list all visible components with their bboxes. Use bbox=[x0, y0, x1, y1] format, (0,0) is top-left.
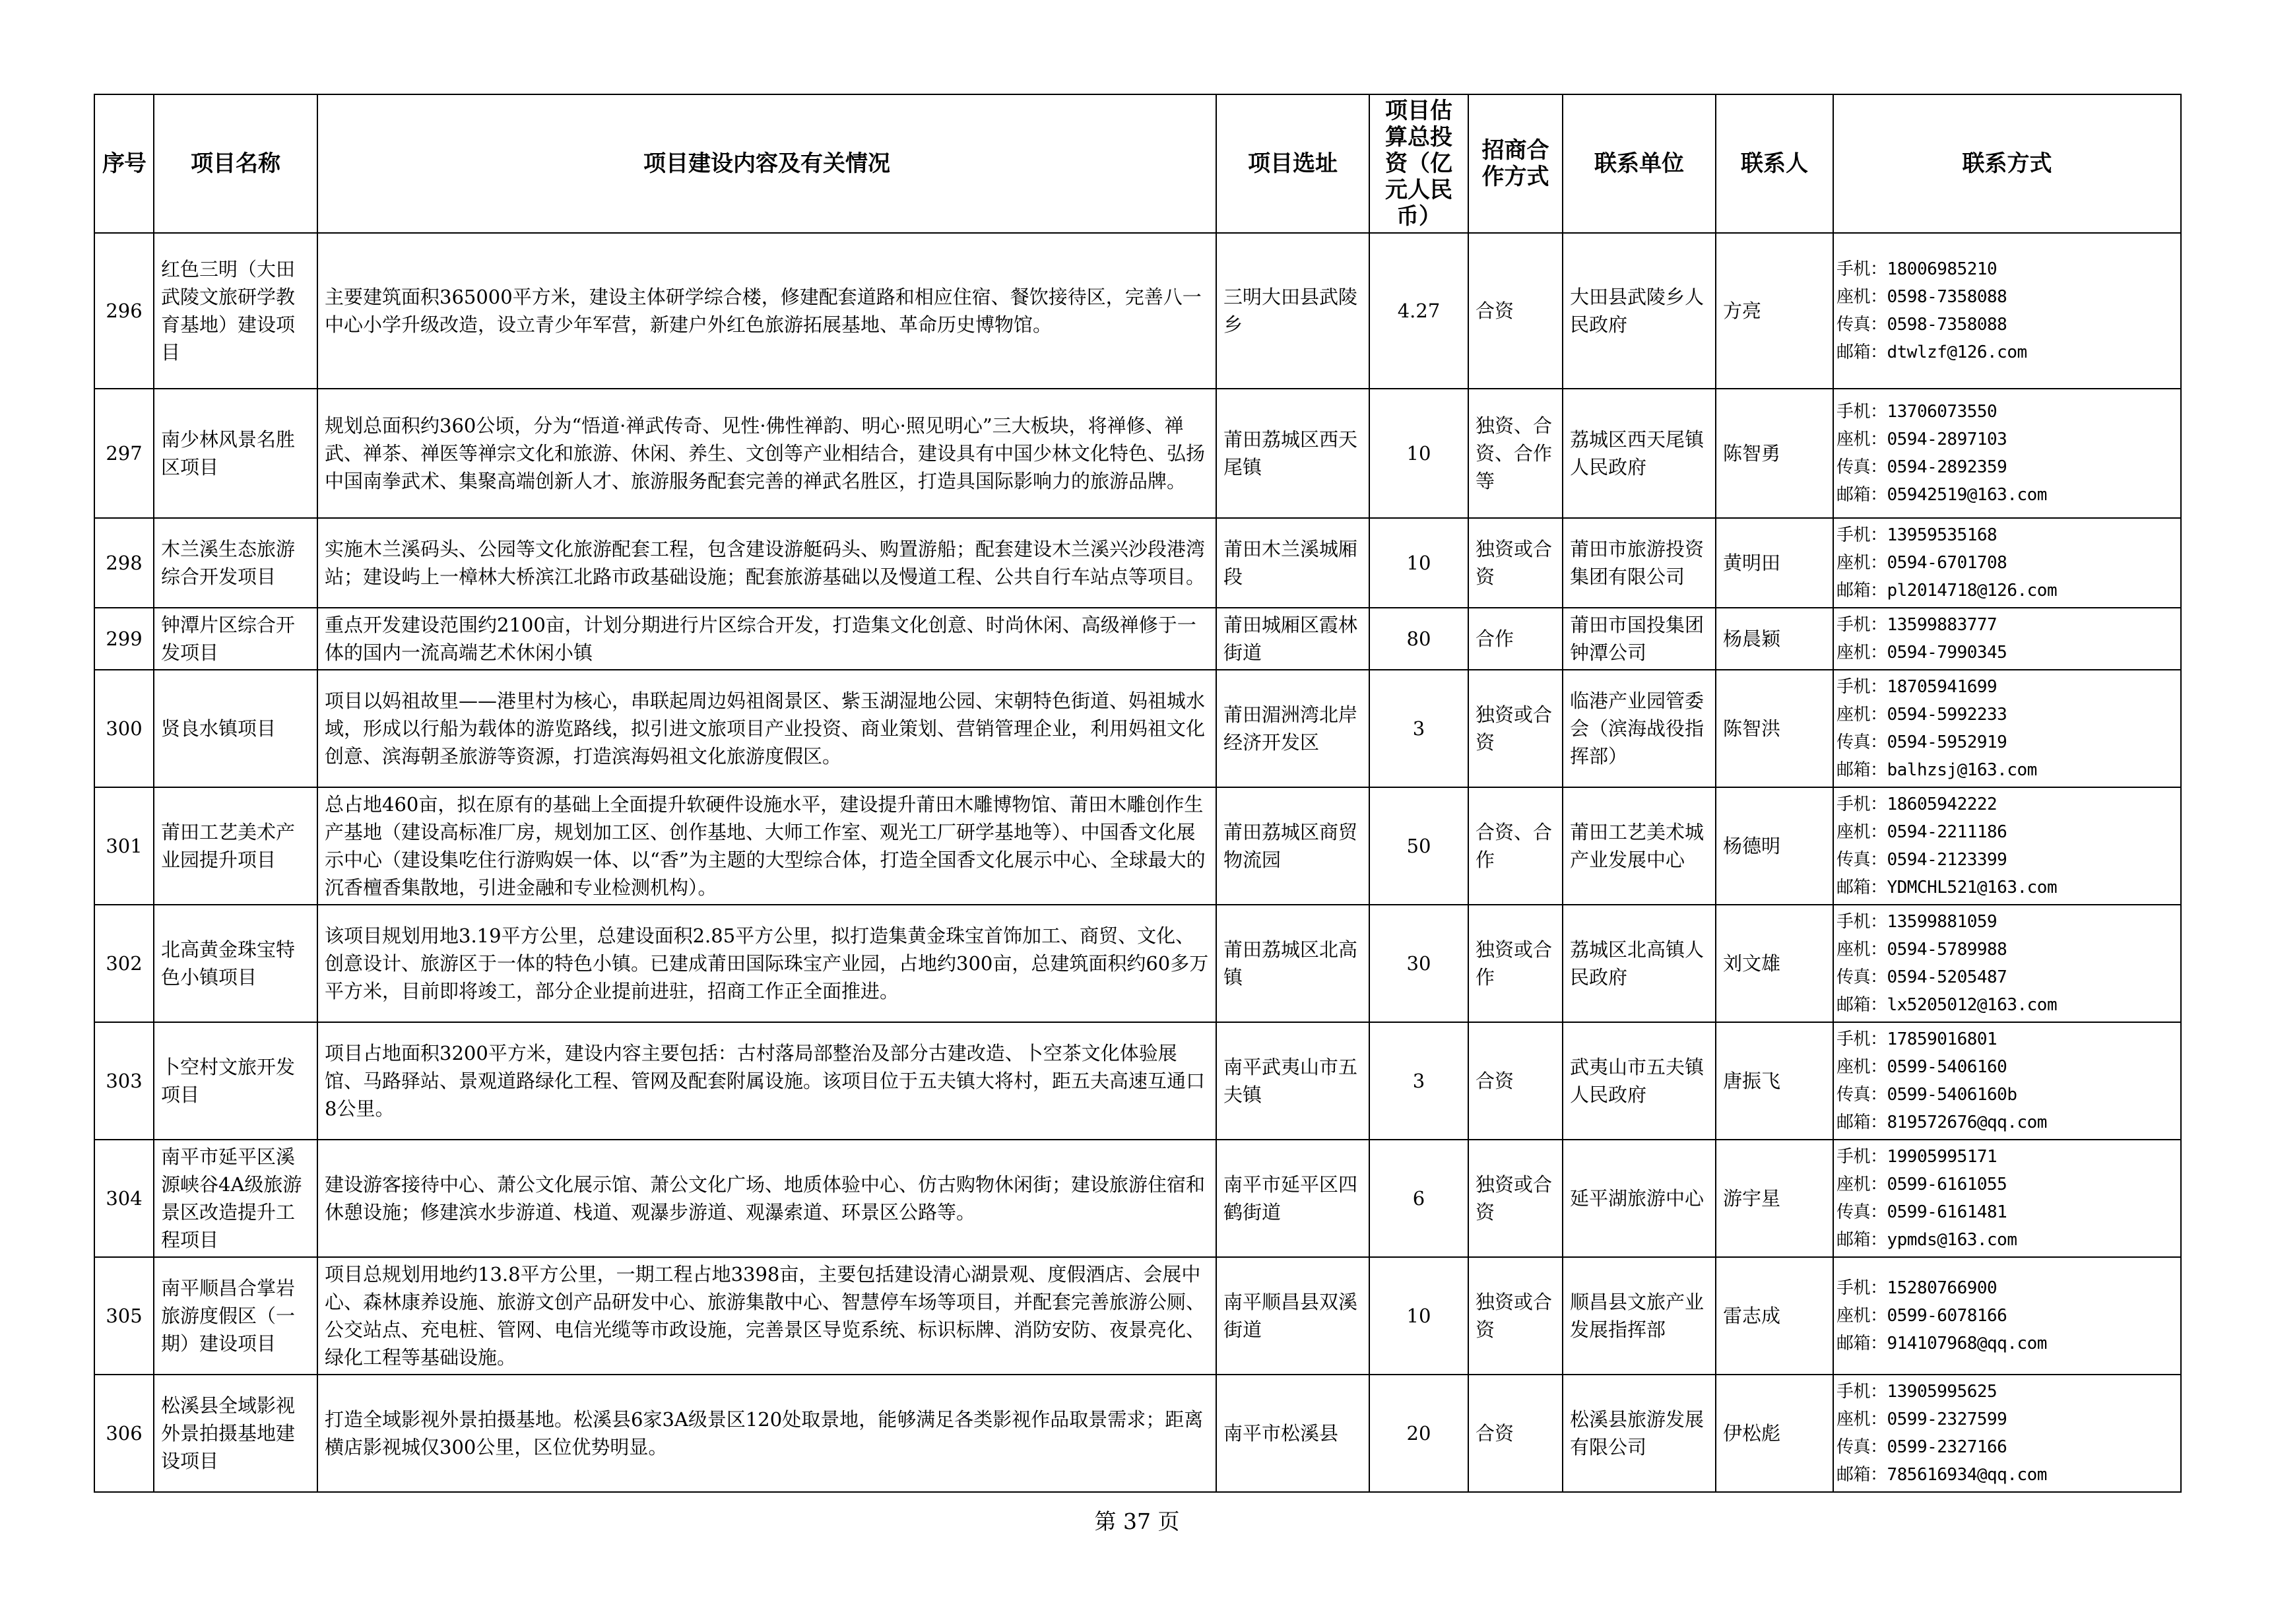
cell-seq: 298 bbox=[94, 518, 154, 608]
cell-project-name: 莆田工艺美术产业园提升项目 bbox=[154, 787, 317, 905]
cell-location: 莆田荔城区北高镇 bbox=[1216, 905, 1369, 1022]
cell-location: 莆田城厢区霞林街道 bbox=[1216, 608, 1369, 670]
cell-contact-person: 黄明田 bbox=[1716, 518, 1833, 608]
cell-project-content: 该项目规划用地3.19平方公里，总建设面积2.85平方公里，拟打造集黄金珠宝首饰加工、商贸、文化、创意设计、旅游区于一体的特色小镇。已建成莆田国际珠宝产业园，占地约300亩，总建筑面积约60多万平方米，目前即将竣工，部分企业提前进驻，招商工作正全面推进。 bbox=[317, 905, 1216, 1022]
contact-line: 手机：18605942222 bbox=[1836, 795, 1998, 814]
cell-project-name: 南平市延平区溪源峡谷4A级旅游景区改造提升工程项目 bbox=[154, 1140, 317, 1257]
cell-contact-person: 伊松彪 bbox=[1716, 1375, 1833, 1492]
contact-line: 手机：13599881059 bbox=[1836, 912, 1998, 932]
cell-cooperation-mode: 独资或合资 bbox=[1468, 670, 1563, 787]
table-row bbox=[94, 1140, 2181, 1257]
cell-cooperation-mode: 独资、合资、合作等 bbox=[1468, 389, 1563, 518]
cell-location: 南平顺昌县双溪街道 bbox=[1216, 1257, 1369, 1375]
contact-line: 传真：0599-6161481 bbox=[1836, 1202, 2007, 1222]
contact-line: 座机：0594-6701708 bbox=[1836, 553, 2007, 573]
cell-project-name: 钟潭片区综合开发项目 bbox=[154, 608, 317, 670]
cell-contact-unit: 莆田市国投集团钟潭公司 bbox=[1563, 608, 1716, 670]
cell-contact-info bbox=[1833, 233, 2181, 389]
cell-cooperation-mode: 合资 bbox=[1468, 1375, 1563, 1492]
cell-project-name: 卜空村文旅开发项目 bbox=[154, 1022, 317, 1140]
contact-line: 邮箱：dtwlzf@126.com bbox=[1836, 342, 2027, 362]
cell-location: 南平市松溪县 bbox=[1216, 1375, 1369, 1492]
cell-project-content: 项目以妈祖故里——港里村为核心，串联起周边妈祖阁景区、紫玉湖湿地公园、宋朝特色街道、妈祖城水域，形成以行船为载体的游览路线，拟引进文旅项目产业投资、商业策划、营销管理企业，利用妈祖文化创意、滨海朝圣旅游等资源，打造滨海妈祖文化旅游度假区。 bbox=[317, 670, 1216, 787]
contact-line: 邮箱：914107968@qq.com bbox=[1836, 1334, 2047, 1353]
cell-seq: 305 bbox=[94, 1257, 154, 1375]
contact-line: 座机：0599-6161055 bbox=[1836, 1175, 2007, 1194]
cell-project-content: 建设游客接待中心、萧公文化展示馆、萧公文化广场、地质体验中心、仿古购物休闲街；建设旅游住宿和休憩设施；修建滨水步游道、栈道、观瀑步游道、观瀑索道、环景区公路等。 bbox=[317, 1140, 1216, 1257]
table-row bbox=[94, 905, 2181, 1022]
header-investment: 项目估算总投资（亿元人民币） bbox=[1369, 94, 1468, 233]
cell-contact-info bbox=[1833, 608, 2181, 670]
cell-project-name: 松溪县全域影视外景拍摄基地建设项目 bbox=[154, 1375, 317, 1492]
cell-contact-unit: 松溪县旅游发展有限公司 bbox=[1563, 1375, 1716, 1492]
cell-investment: 4.27 bbox=[1369, 233, 1468, 389]
cell-contact-person: 杨晨颖 bbox=[1716, 608, 1833, 670]
cell-investment: 6 bbox=[1369, 1140, 1468, 1257]
contact-line: 手机：18705941699 bbox=[1836, 677, 1998, 697]
cell-seq: 300 bbox=[94, 670, 154, 787]
cell-contact-unit: 莆田市旅游投资集团有限公司 bbox=[1563, 518, 1716, 608]
cell-project-content: 实施木兰溪码头、公园等文化旅游配套工程，包含建设游艇码头、购置游船；配套建设木兰溪兴沙段港湾站；建设屿上一樟林大桥滨江北路市政基础设施；配套旅游基础以及慢道工程、公共自行车站点等项目。 bbox=[317, 518, 1216, 608]
cell-location: 南平武夷山市五夫镇 bbox=[1216, 1022, 1369, 1140]
cell-seq: 299 bbox=[94, 608, 154, 670]
table-row bbox=[94, 608, 2181, 670]
cell-investment: 50 bbox=[1369, 787, 1468, 905]
header-mode: 招商合作方式 bbox=[1468, 94, 1563, 233]
cell-contact-info bbox=[1833, 1140, 2181, 1257]
contact-line: 手机：13599883777 bbox=[1836, 615, 1998, 635]
header-seq: 序号 bbox=[94, 94, 154, 233]
cell-contact-info bbox=[1833, 518, 2181, 608]
table-row bbox=[94, 1257, 2181, 1375]
cell-investment: 80 bbox=[1369, 608, 1468, 670]
cell-project-content: 项目总规划用地约13.8平方公里，一期工程占地3398亩，主要包括建设清心湖景观、度假酒店、会展中心、森林康养设施、旅游文创产品研发中心、旅游集散中心、智慧停车场等项目，并配套完善旅游公厕、公交站点、充电桩、管网、电信光缆等市政设施，完善景区导览系统、标识标牌、消防安防、夜景亮化、绿化工程等基础设施。 bbox=[317, 1257, 1216, 1375]
contact-line: 座机：0594-5789988 bbox=[1836, 940, 2007, 959]
cell-contact-info bbox=[1833, 389, 2181, 518]
contact-line: 传真：0594-2892359 bbox=[1836, 457, 2007, 477]
contact-line: 传真：0594-5205487 bbox=[1836, 967, 2007, 987]
table-row bbox=[94, 389, 2181, 518]
table-header-row bbox=[94, 94, 2181, 233]
contact-line: 传真：0594-5952919 bbox=[1836, 732, 2007, 752]
contact-line: 手机：13706073550 bbox=[1836, 402, 1998, 422]
cell-contact-info bbox=[1833, 1375, 2181, 1492]
table-row bbox=[94, 1022, 2181, 1140]
cell-contact-person: 方亮 bbox=[1716, 233, 1833, 389]
table-row bbox=[94, 233, 2181, 389]
cell-cooperation-mode: 独资或合资 bbox=[1468, 1140, 1563, 1257]
cell-project-content: 项目占地面积3200平方米，建设内容主要包括：古村落局部整治及部分古建改造、卜空茶文化体验展馆、马路驿站、景观道路绿化工程、管网及配套附属设施。该项目位于五夫镇大将村，距五夫高速互通口8公里。 bbox=[317, 1022, 1216, 1140]
cell-cooperation-mode: 合资、合作 bbox=[1468, 787, 1563, 905]
cell-project-name: 木兰溪生态旅游综合开发项目 bbox=[154, 518, 317, 608]
cell-project-name: 贤良水镇项目 bbox=[154, 670, 317, 787]
contact-line: 手机：13905995625 bbox=[1836, 1382, 1998, 1402]
cell-contact-unit: 武夷山市五夫镇人民政府 bbox=[1563, 1022, 1716, 1140]
cell-project-name: 南平顺昌合掌岩旅游度假区（一期）建设项目 bbox=[154, 1257, 317, 1375]
cell-contact-person: 杨德明 bbox=[1716, 787, 1833, 905]
cell-project-content: 打造全域影视外景拍摄基地。松溪县6家3A级景区120处取景地，能够满足各类影视作品取景需求；距离横店影视城仅300公里，区位优势明显。 bbox=[317, 1375, 1216, 1492]
contact-line: 邮箱：05942519@163.com bbox=[1836, 485, 2047, 505]
cell-investment: 10 bbox=[1369, 1257, 1468, 1375]
contact-line: 传真：0599-2327166 bbox=[1836, 1437, 2007, 1457]
cell-location: 莆田荔城区西天尾镇 bbox=[1216, 389, 1369, 518]
contact-line: 座机：0599-6078166 bbox=[1836, 1306, 2007, 1326]
cell-location: 三明大田县武陵乡 bbox=[1216, 233, 1369, 389]
contact-line: 座机：0594-5992233 bbox=[1836, 705, 2007, 725]
contact-line: 传真：0594-2123399 bbox=[1836, 850, 2007, 870]
cell-investment: 3 bbox=[1369, 1022, 1468, 1140]
cell-investment: 30 bbox=[1369, 905, 1468, 1022]
header-name: 项目名称 bbox=[154, 94, 317, 233]
cell-cooperation-mode: 合资 bbox=[1468, 1022, 1563, 1140]
cell-contact-info bbox=[1833, 670, 2181, 787]
cell-location: 莆田荔城区商贸物流园 bbox=[1216, 787, 1369, 905]
cell-contact-unit: 大田县武陵乡人民政府 bbox=[1563, 233, 1716, 389]
contact-line: 座机：0594-7990345 bbox=[1836, 643, 2007, 663]
contact-line: 手机：17859016801 bbox=[1836, 1029, 1998, 1049]
cell-cooperation-mode: 合资 bbox=[1468, 233, 1563, 389]
contact-line: 座机：0598-7358088 bbox=[1836, 287, 2007, 307]
contact-line: 手机：15280766900 bbox=[1836, 1278, 1998, 1298]
cell-contact-unit: 荔城区西天尾镇人民政府 bbox=[1563, 389, 1716, 518]
cell-investment: 10 bbox=[1369, 389, 1468, 518]
cell-contact-unit: 顺昌县文旅产业发展指挥部 bbox=[1563, 1257, 1716, 1375]
cell-location: 莆田湄洲湾北岸经济开发区 bbox=[1216, 670, 1369, 787]
contact-line: 邮箱：balhzsj@163.com bbox=[1836, 760, 2037, 780]
contact-line: 邮箱：785616934@qq.com bbox=[1836, 1465, 2047, 1485]
cell-contact-person: 陈智洪 bbox=[1716, 670, 1833, 787]
cell-project-name: 南少林风景名胜区项目 bbox=[154, 389, 317, 518]
contact-line: 座机：0594-2897103 bbox=[1836, 430, 2007, 449]
cell-cooperation-mode: 合作 bbox=[1468, 608, 1563, 670]
contact-line: 邮箱：819572676@qq.com bbox=[1836, 1113, 2047, 1132]
cell-contact-unit: 荔城区北高镇人民政府 bbox=[1563, 905, 1716, 1022]
cell-investment: 10 bbox=[1369, 518, 1468, 608]
cell-contact-person: 游宇星 bbox=[1716, 1140, 1833, 1257]
contact-line: 传真：0598-7358088 bbox=[1836, 315, 2007, 335]
table-row bbox=[94, 670, 2181, 787]
table-row bbox=[94, 1375, 2181, 1492]
cell-contact-unit: 莆田工艺美术城产业发展中心 bbox=[1563, 787, 1716, 905]
contact-line: 手机：13959535168 bbox=[1836, 525, 1998, 545]
contact-line: 座机：0599-5406160 bbox=[1836, 1057, 2007, 1077]
cell-seq: 303 bbox=[94, 1022, 154, 1140]
contact-line: 邮箱：YDMCHL521@163.com bbox=[1836, 878, 2058, 897]
cell-contact-person: 陈智勇 bbox=[1716, 389, 1833, 518]
cell-project-content: 总占地460亩，拟在原有的基础上全面提升软硬件设施水平，建设提升莆田木雕博物馆、莆田木雕创作生产基地（建设高标准厂房，规划加工区、创作基地、大师工作室、观光工厂研学基地等）、中国香文化展示中心（建设集吃住行游购娱一体、以“香”为主题的大型综合体，打造全国香文化展示中心、全球最大的沉香檀香集散地，引进金融和专业检测机构）。 bbox=[317, 787, 1216, 905]
cell-contact-info bbox=[1833, 787, 2181, 905]
cell-seq: 302 bbox=[94, 905, 154, 1022]
cell-project-content: 重点开发建设范围约2100亩，计划分期进行片区综合开发，打造集文化创意、时尚休闲、高级禅修于一体的国内一流高端艺术休闲小镇 bbox=[317, 608, 1216, 670]
cell-investment: 20 bbox=[1369, 1375, 1468, 1492]
contact-line: 手机：19905995171 bbox=[1836, 1147, 1998, 1167]
contact-line: 座机：0599-2327599 bbox=[1836, 1410, 2007, 1429]
cell-seq: 297 bbox=[94, 389, 154, 518]
cell-contact-person: 刘文雄 bbox=[1716, 905, 1833, 1022]
header-location: 项目选址 bbox=[1216, 94, 1369, 233]
cell-contact-unit: 延平湖旅游中心 bbox=[1563, 1140, 1716, 1257]
cell-project-name: 北高黄金珠宝特色小镇项目 bbox=[154, 905, 317, 1022]
cell-project-content: 规划总面积约360公顷，分为“悟道·禅武传奇、见性·佛性禅韵、明心·照见明心”三大板块，将禅修、禅武、禅茶、禅医等禅宗文化和旅游、休闲、养生、文创等产业相结合，建设具有中国少林文化特色、弘扬中国南拳武术、集聚高端创新人才、旅游服务配套完善的禅武名胜区，打造具国际影响力的旅游品牌。 bbox=[317, 389, 1216, 518]
contact-line: 座机：0594-2211186 bbox=[1836, 822, 2007, 842]
cell-contact-info bbox=[1833, 1022, 2181, 1140]
page-number: 第 37 页 bbox=[1094, 1509, 1180, 1534]
cell-seq: 301 bbox=[94, 787, 154, 905]
project-table bbox=[94, 94, 2182, 1493]
cell-location: 莆田木兰溪城厢段 bbox=[1216, 518, 1369, 608]
cell-cooperation-mode: 独资或合资 bbox=[1468, 1257, 1563, 1375]
cell-seq: 304 bbox=[94, 1140, 154, 1257]
cell-project-content: 主要建筑面积365000平方米，建设主体研学综合楼，修建配套道路和相应住宿、餐饮接待区，完善八一中心小学升级改造，设立青少年军营，新建户外红色旅游拓展基地、革命历史博物馆。 bbox=[317, 233, 1216, 389]
cell-project-name: 红色三明（大田武陵文旅研学教育基地）建设项目 bbox=[154, 233, 317, 389]
header-content: 项目建设内容及有关情况 bbox=[317, 94, 1216, 233]
header-person: 联系人 bbox=[1716, 94, 1833, 233]
cell-seq: 296 bbox=[94, 233, 154, 389]
cell-contact-person: 唐振飞 bbox=[1716, 1022, 1833, 1140]
cell-contact-unit: 临港产业园管委会（滨海战役指挥部） bbox=[1563, 670, 1716, 787]
cell-investment: 3 bbox=[1369, 670, 1468, 787]
contact-line: 邮箱：pl2014718@126.com bbox=[1836, 581, 2058, 601]
cell-location: 南平市延平区四鹤街道 bbox=[1216, 1140, 1369, 1257]
header-contact: 联系方式 bbox=[1833, 94, 2181, 233]
table-row bbox=[94, 518, 2181, 608]
cell-seq: 306 bbox=[94, 1375, 154, 1492]
header-unit: 联系单位 bbox=[1563, 94, 1716, 233]
cell-cooperation-mode: 独资或合资 bbox=[1468, 518, 1563, 608]
contact-line: 邮箱：ypmds@163.com bbox=[1836, 1230, 2017, 1250]
contact-line: 邮箱：lx5205012@163.com bbox=[1836, 995, 2058, 1015]
cell-contact-info bbox=[1833, 905, 2181, 1022]
cell-contact-person: 雷志成 bbox=[1716, 1257, 1833, 1375]
contact-line: 手机：18006985210 bbox=[1836, 259, 1998, 279]
table-row bbox=[94, 787, 2181, 905]
cell-contact-info bbox=[1833, 1257, 2181, 1375]
cell-cooperation-mode: 独资或合作 bbox=[1468, 905, 1563, 1022]
contact-line: 传真：0599-5406160b bbox=[1836, 1085, 2017, 1105]
